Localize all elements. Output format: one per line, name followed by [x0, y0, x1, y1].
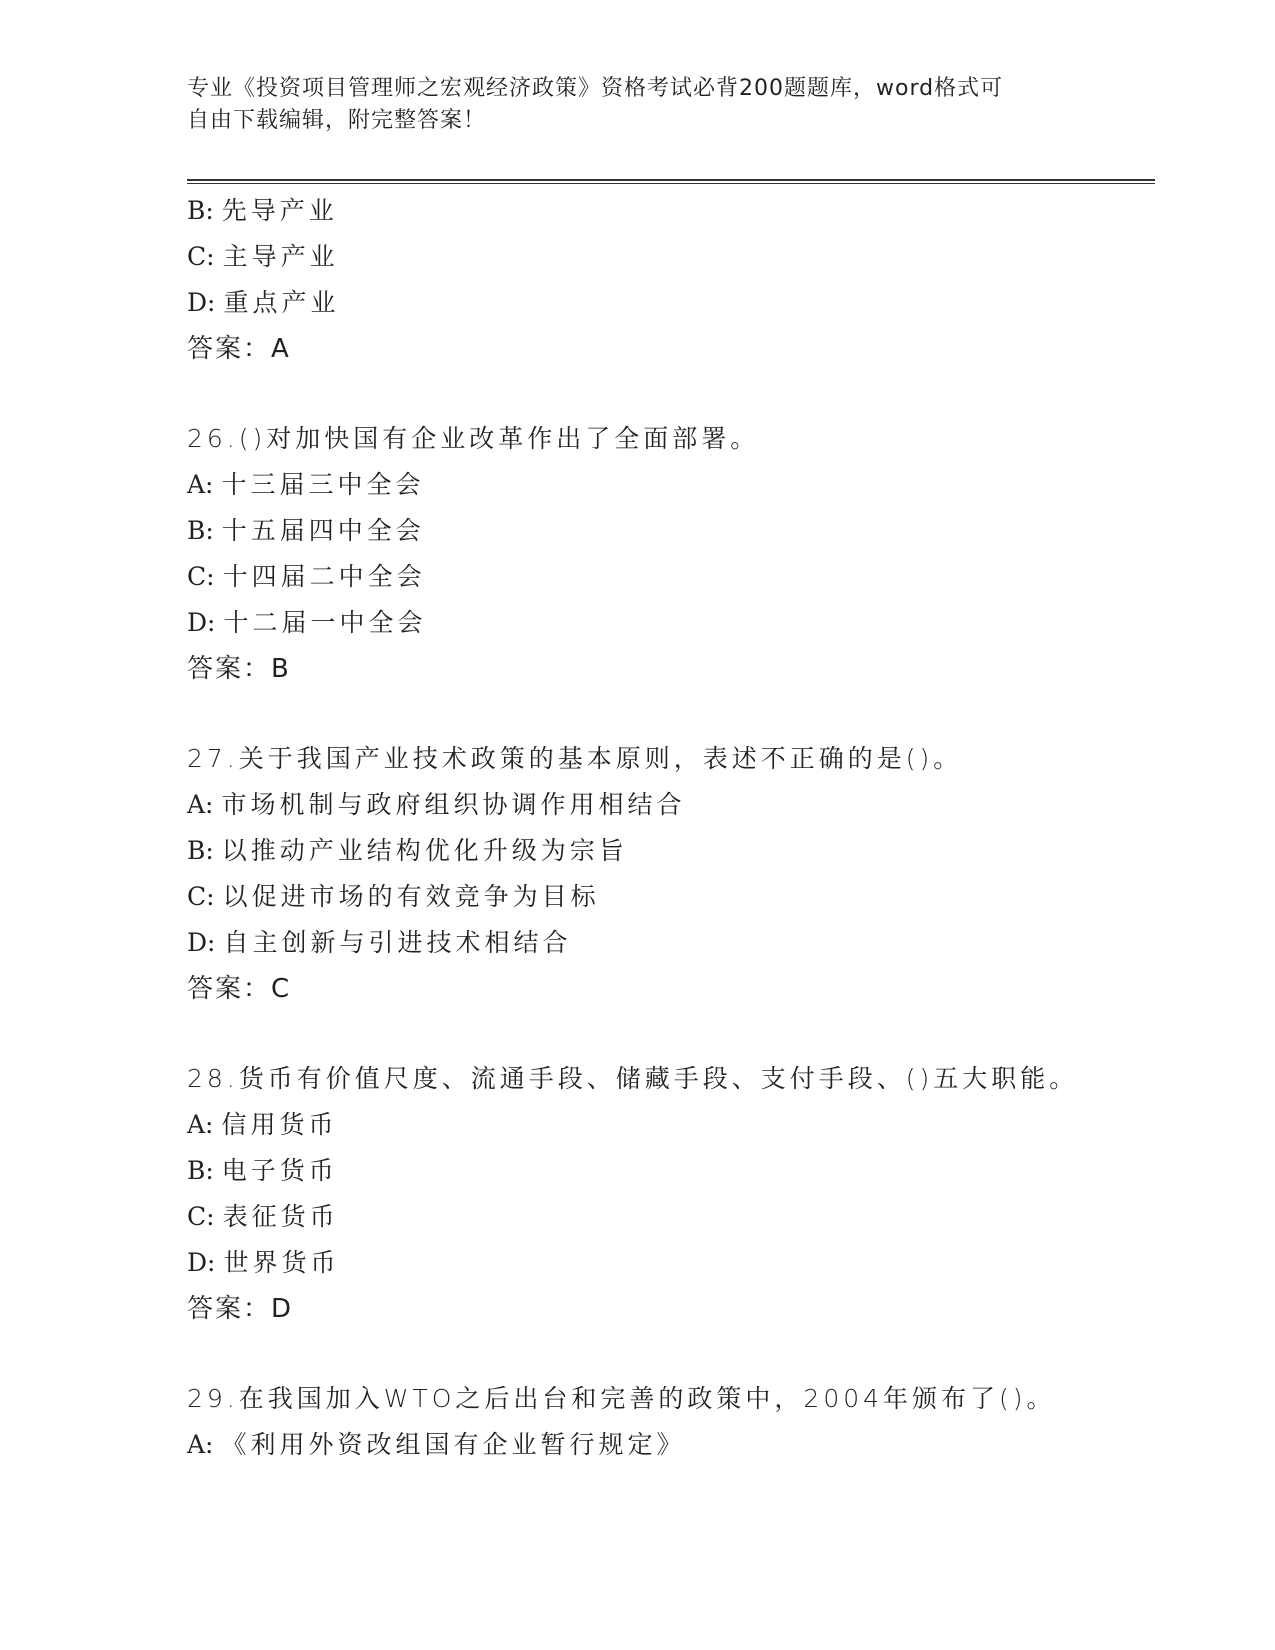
option-text: 以促进市场的有效竞争为目标 — [222, 882, 600, 911]
option-key: D: — [187, 288, 216, 317]
option-row — [187, 782, 1155, 828]
option-row — [187, 600, 1155, 646]
option-key: B: — [187, 516, 214, 545]
option-text: 十二届一中全会 — [223, 608, 427, 637]
option-text: 十四届二中全会 — [222, 562, 426, 591]
option-text: 电子货币 — [221, 1156, 338, 1185]
option-key: B: — [187, 196, 214, 225]
question-block — [187, 736, 1155, 1012]
option-row — [187, 874, 1155, 920]
question-block — [187, 1056, 1155, 1332]
option-row — [187, 462, 1155, 508]
option-row — [187, 1102, 1155, 1148]
header-line-2: 自由下载编辑，附完整答案！ — [187, 108, 487, 133]
question-block — [187, 188, 1155, 372]
option-text: 表征货币 — [222, 1202, 339, 1231]
option-row — [187, 280, 1155, 326]
question-block — [187, 416, 1155, 692]
question-text: 29.在我国加入WTO之后出台和完善的政策中，2004年颁布了()。 — [187, 1384, 1056, 1413]
option-key: C: — [187, 882, 215, 911]
option-row — [187, 554, 1155, 600]
option-text: 以推动产业结构优化升级为宗旨 — [221, 836, 628, 865]
document-header — [187, 73, 1067, 137]
option-key: C: — [187, 562, 215, 591]
option-text: 先导产业 — [221, 196, 338, 225]
option-text: 十五届四中全会 — [221, 516, 425, 545]
option-key: D: — [187, 1248, 216, 1277]
option-text: 重点产业 — [223, 288, 340, 317]
option-row — [187, 234, 1155, 280]
option-key: A: — [187, 1110, 214, 1139]
option-key: B: — [187, 1156, 214, 1185]
option-text: 信用货币 — [221, 1110, 338, 1139]
question-block — [187, 1376, 1155, 1468]
option-key: D: — [187, 928, 216, 957]
option-row — [187, 1148, 1155, 1194]
answer-line: 答案：A — [187, 334, 291, 364]
option-key: B: — [187, 836, 214, 865]
option-row — [187, 188, 1155, 234]
header-divider — [187, 179, 1155, 184]
option-row — [187, 828, 1155, 874]
option-row — [187, 1422, 1155, 1468]
option-row — [187, 1240, 1155, 1286]
option-row — [187, 508, 1155, 554]
option-key: A: — [187, 790, 214, 819]
option-text: 自主创新与引进技术相结合 — [223, 928, 572, 957]
option-key: A: — [187, 1430, 214, 1459]
option-key: C: — [187, 242, 215, 271]
answer-line: 答案：D — [187, 1294, 294, 1324]
option-text: 《利用外资改组国有企业暂行规定》 — [221, 1430, 686, 1459]
option-text: 十三届三中全会 — [221, 470, 425, 499]
answer-line: 答案：B — [187, 654, 291, 684]
header-line-1: 专业《投资项目管理师之宏观经济政策》资格考试必背200题题库，word格式可 — [187, 76, 1004, 101]
option-text: 主导产业 — [222, 242, 339, 271]
question-text: 27.关于我国产业技术政策的基本原则，表述不正确的是()。 — [187, 744, 963, 773]
question-text: 26.()对加快国有企业改革作出了全面部署。 — [187, 424, 760, 453]
question-list — [187, 188, 1155, 1468]
option-text: 市场机制与政府组织协调作用相结合 — [221, 790, 686, 819]
option-row — [187, 920, 1155, 966]
option-key: D: — [187, 608, 216, 637]
question-text: 28.货币有价值尺度、流通手段、储藏手段、支付手段、()五大职能。 — [187, 1064, 1079, 1093]
answer-line: 答案：C — [187, 974, 292, 1004]
option-key: A: — [187, 470, 214, 499]
option-key: C: — [187, 1202, 215, 1231]
option-text: 世界货币 — [223, 1248, 340, 1277]
option-row — [187, 1194, 1155, 1240]
